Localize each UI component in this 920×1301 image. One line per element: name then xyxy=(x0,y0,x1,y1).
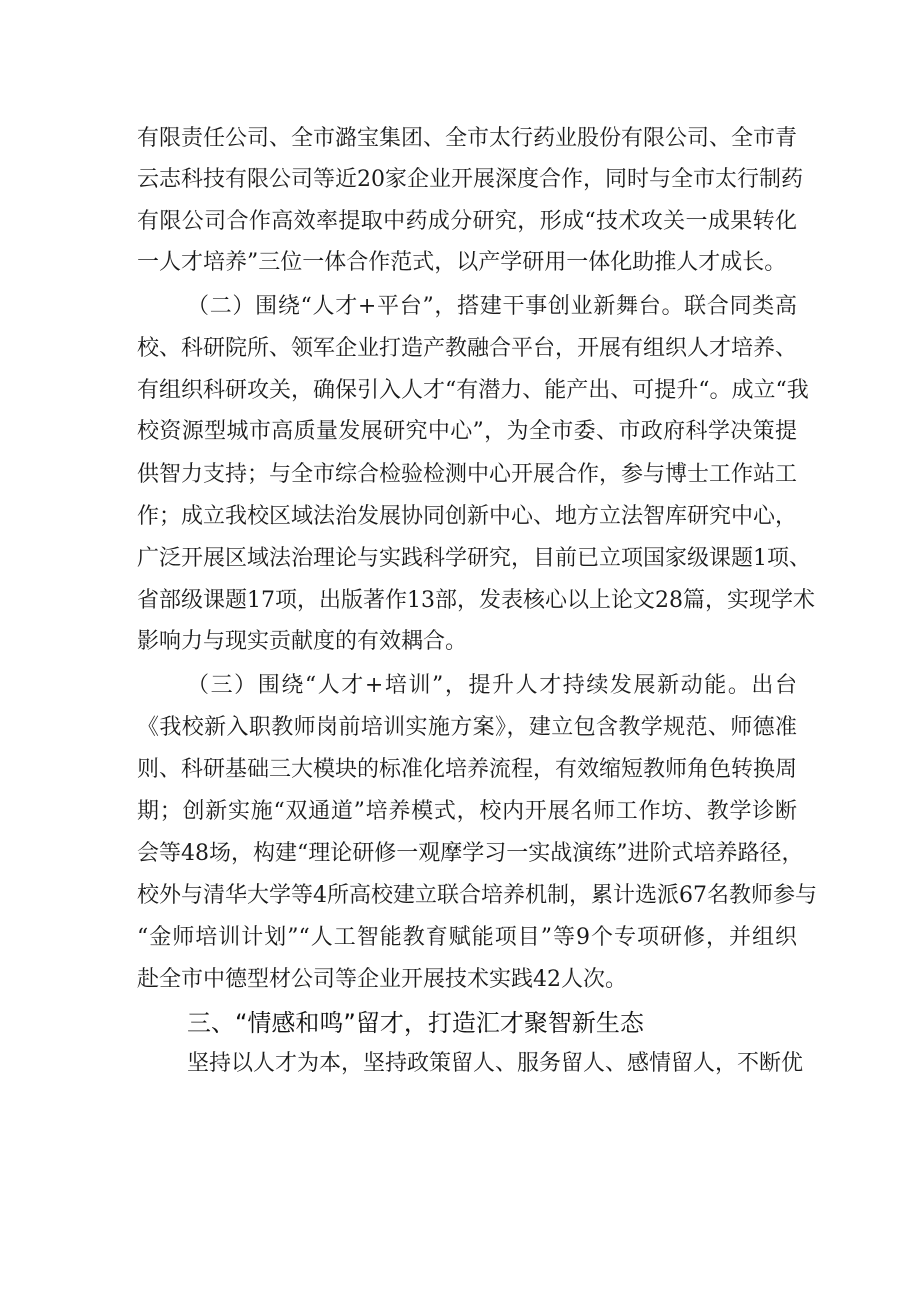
paragraph-line: 会等48场，构建“理论研修一观摩学习一实战演练”进阶式培养路径， xyxy=(137,841,804,866)
paragraph-line: 期；创新实施“双通道”培养模式，校内开展名师工作坊、教学诊断 xyxy=(137,799,797,824)
section-heading: 三、“情感和鸣”留才，打造汇才聚智新生态 xyxy=(187,1009,644,1037)
paragraph-line: （二）围绕“人才+平台”，搭建干事创业新舞台。联合同类高 xyxy=(187,294,797,319)
paragraph-line: （三）围绕“人才+培训”，提升人才持续发展新动能。出台 xyxy=(187,673,797,698)
paragraph-line: 有限公司合作高效率提取中药成分研究，形成“技术攻关一成果转化 xyxy=(137,209,797,234)
paragraph-line: 校、科研院所、领军企业打造产教融合平台，开展有组织人才培养、 xyxy=(137,336,798,361)
paragraph-line: 云志科技有限公司等近20家企业开展深度合作，同时与全市太行制药 xyxy=(137,167,803,192)
paragraph-line: 一人才培养”三位一体合作范式，以产学研用一体化助推人才成长。 xyxy=(137,250,787,275)
paragraph-line: 省部级课题17项，出版著作13部，发表核心以上论文28篇，实现学术 xyxy=(137,588,815,613)
paragraph-line: 广泛开展区域法治理论与实践科学研究，目前已立项国家级课题1项、 xyxy=(137,546,811,571)
paragraph-line: 《我校新入职教师岗前培训实施方案》，建立包含教学规范、师德准 xyxy=(137,715,797,740)
paragraph-line: 作；成立我校区域法治发展协同创新中心、地方立法智库研究中心， xyxy=(137,504,798,529)
paragraph-line: 有组织科研攻关，确保引入人才“有潜力、能产出、可提升“。成立“我 xyxy=(137,378,809,403)
paragraph-line: 校外与清华大学等4所高校建立联合培养机制，累计选派67名教师参与 xyxy=(137,883,817,908)
paragraph-line: “金师培训计划”“人工智能教育赋能项目”等9个专项研修，并组织 xyxy=(137,925,797,950)
paragraph-line: 校资源型城市高质量发展研究中心”，为全市委、市政府科学决策提 xyxy=(137,419,797,444)
paragraph-line: 供智力支持；与全市综合检验检测中心开展合作，参与博士工作站工 xyxy=(137,462,798,487)
paragraph-line: 则、科研基础三大模块的标准化培养流程，有效缩短教师角色转换周 xyxy=(137,757,798,782)
paragraph-line: 有限责任公司、全市潞宝集团、全市太行药业股份有限公司、全市青 xyxy=(137,126,798,151)
paragraph-line: 坚持以人才为本，坚持政策留人、服务留人、感情留人，不断优 xyxy=(187,1051,804,1076)
paragraph-line: 赴全市中德型材公司等企业开展技术实践42人次。 xyxy=(137,967,627,992)
paragraph-line: 影响力与现实贡献度的有效耦合。 xyxy=(137,629,468,654)
